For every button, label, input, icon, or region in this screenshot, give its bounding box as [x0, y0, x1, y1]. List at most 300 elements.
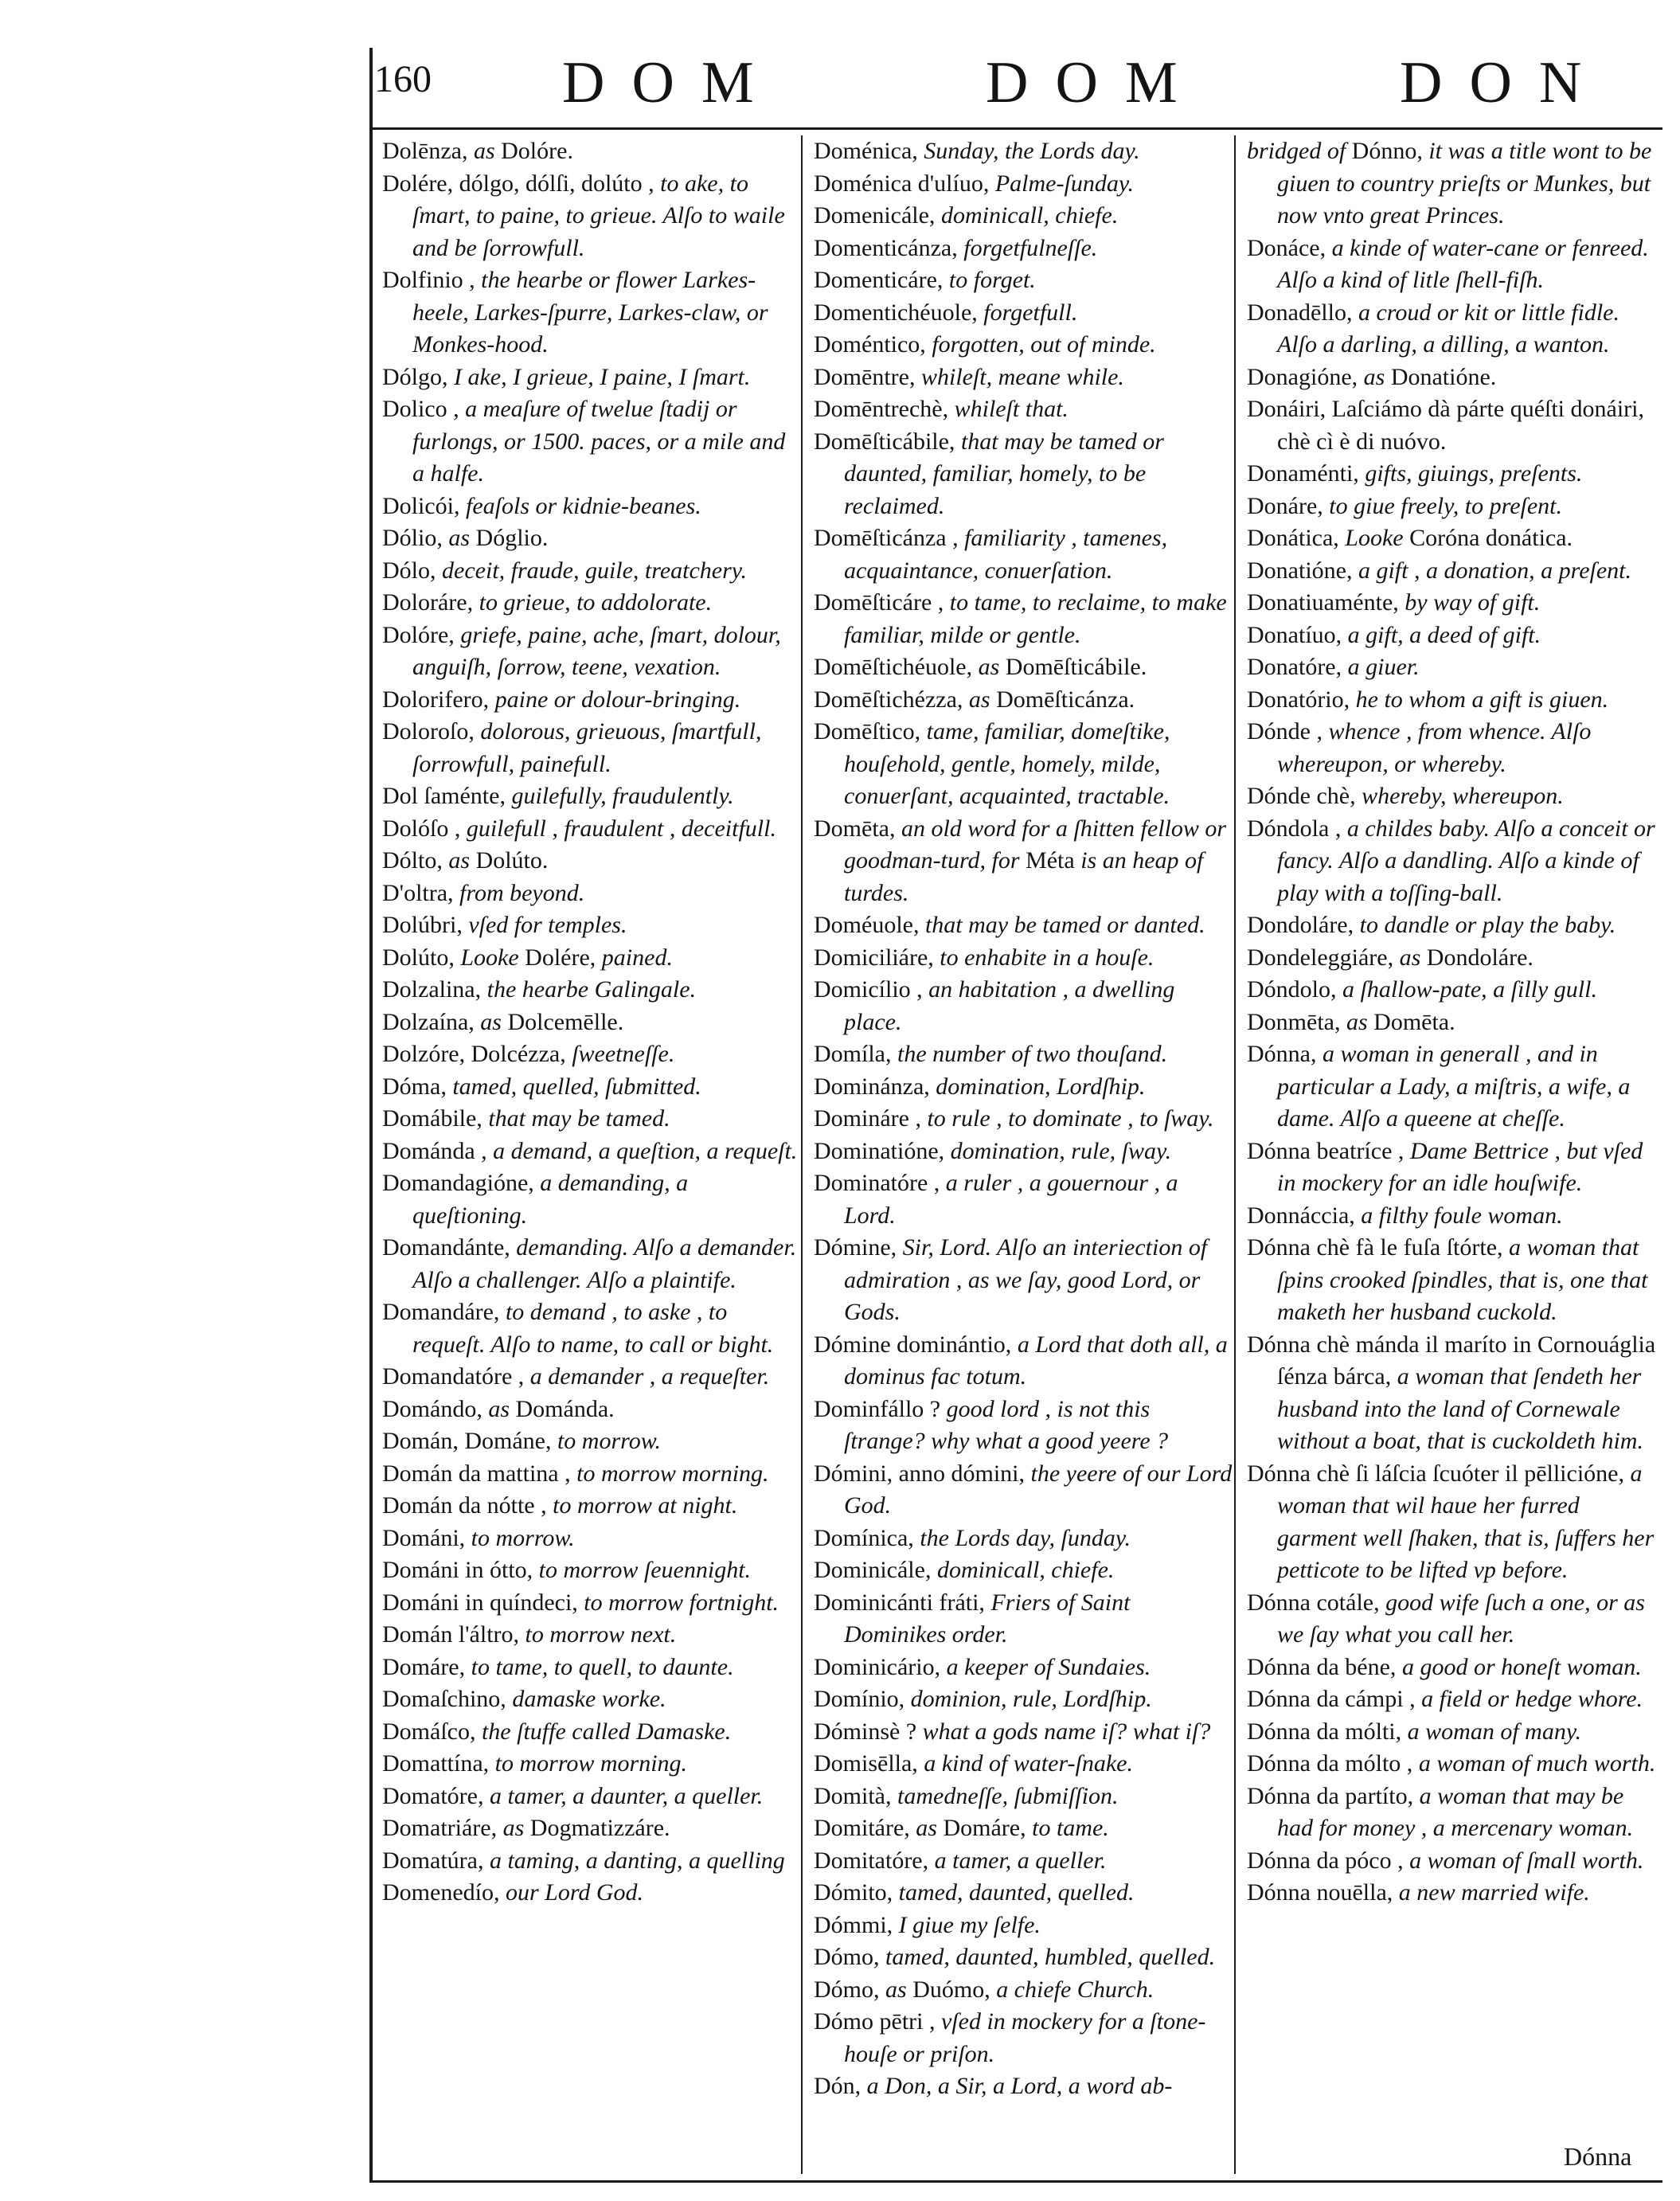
definition-continued: a chiefe Church.	[996, 1976, 1155, 2003]
definition: dominicall, chiefe.	[936, 1557, 1115, 1583]
headword: Dómini, anno dómini,	[814, 1460, 1031, 1487]
dictionary-entry	[814, 1910, 1234, 1942]
dictionary-entry	[814, 1683, 1234, 1716]
headword: Dónde ,	[1247, 718, 1329, 745]
column-rule-2	[1234, 135, 1236, 2174]
dictionary-entry	[382, 1683, 803, 1716]
headword: Dondoláre,	[1247, 912, 1360, 938]
dictionary-entry	[1247, 297, 1661, 362]
dictionary-entry	[814, 522, 1234, 587]
definition: our Lord God.	[505, 1879, 644, 1906]
headword: Dónna da póco ,	[1247, 1847, 1410, 1874]
dictionary-entry	[1247, 1652, 1661, 1684]
definition: tamedneſſe, ſubmiſſion.	[897, 1782, 1119, 1809]
definition: Dame Bettrice , but vſed in mockery for an idle houſwife.	[1277, 1137, 1643, 1196]
headword: Donáce,	[1247, 234, 1332, 261]
definition: Sir, Lord. Alſo an interiection of admiration , as we ſay, good Lord, or Gods.	[844, 1234, 1208, 1325]
headword: Domēſticáre ,	[814, 589, 950, 616]
footer-rule	[369, 2180, 1662, 2183]
dictionary-entry	[814, 1232, 1234, 1329]
definition: as	[1346, 1008, 1368, 1035]
dictionary-entry	[814, 426, 1234, 523]
headword: Dómito,	[814, 1879, 899, 1906]
dictionary-entry	[1247, 1683, 1661, 1716]
headword: Dómine dominántio,	[814, 1331, 1018, 1358]
headword: Dónna da cámpi ,	[1247, 1686, 1422, 1712]
dictionary-entry	[814, 1974, 1234, 2007]
headword: Domán l'áltro,	[382, 1621, 525, 1648]
definition: damaske worke.	[512, 1686, 666, 1712]
definition: a childes baby. Alſo a conceit or fancy. Alſo a dandling. Alſo a kinde of play with a toſſing-ball.	[1277, 815, 1655, 906]
definition: to morrow next.	[525, 1621, 677, 1648]
headword: Dónna chè mánda il maríto in Cornouáglia ſénza bárca,	[1247, 1331, 1656, 1390]
dictionary-entry	[814, 329, 1234, 362]
page-number: 160	[374, 58, 432, 100]
definition: a woman that may be had for money , a mercenary woman.	[1277, 1782, 1634, 1841]
headword: Dominatóre ,	[814, 1170, 946, 1196]
dictionary-entry	[814, 587, 1234, 651]
headword: Dolēnza,	[382, 138, 474, 164]
definition: to tame, to quell, to daunte.	[471, 1653, 734, 1680]
headword: Domáre,	[382, 1653, 471, 1680]
dictionary-entry	[1247, 1232, 1661, 1329]
page-left-rule	[369, 48, 373, 2182]
headword: Dominicánti fráti,	[814, 1589, 991, 1616]
definition: domination, rule, ſway.	[950, 1137, 1172, 1164]
headword: Domiciliáre,	[814, 944, 940, 971]
definition: to dandle or play the baby.	[1359, 912, 1616, 938]
headword: Domaſchino,	[382, 1686, 513, 1712]
headword: Dón,	[814, 2073, 867, 2099]
definition: to tame, to reclaime, to make familiar, milde or gentle.	[844, 589, 1227, 648]
definition: tame, familiar, domeſtike, houſehold, gentle, homely, milde, conuerſant, acquainted, tractable.	[844, 718, 1170, 809]
cross-reference: Coróna donática.	[1403, 525, 1573, 551]
definition: as	[488, 1395, 510, 1422]
cross-reference: Duómo,	[906, 1976, 997, 2003]
headword: Domandatóre ,	[382, 1363, 530, 1390]
headword: Dóminsè ?	[814, 1718, 923, 1745]
headword: Domēſticábile,	[814, 428, 961, 455]
dictionary-entry	[1247, 909, 1661, 942]
dictionary-entry	[1247, 651, 1661, 684]
definition-continued: pained.	[601, 944, 673, 971]
cross-reference: Dolúto.	[470, 847, 549, 874]
definition: a woman that wil haue her furred garment well ſhaken, that is, ſuffers her petticote to be lifted vp before.	[1277, 1460, 1655, 1583]
cross-reference: Méta	[1019, 847, 1081, 874]
headword: Dolzaína,	[382, 1008, 481, 1035]
headword: Dolúbri,	[382, 912, 469, 938]
dictionary-entry	[382, 1554, 803, 1587]
dictionary-entry	[1247, 620, 1661, 652]
dictionary-entry	[382, 1071, 803, 1104]
cross-reference: Dogmatizzáre.	[524, 1815, 670, 1841]
headword: Domandáre,	[382, 1299, 506, 1325]
definition: tamed, daunted, humbled, quelled.	[885, 1944, 1216, 1970]
definition: as	[1363, 363, 1385, 390]
definition: as	[916, 1815, 937, 1841]
headword: Dondeleggiáre,	[1247, 944, 1400, 971]
dictionary-entry	[814, 362, 1234, 394]
dictionary-entry	[1247, 1038, 1661, 1136]
dictionary-entry	[382, 1619, 803, 1652]
definition: that may be tamed or daunted, familiar, homely, to be reclaimed.	[844, 428, 1164, 519]
dictionary-entry	[814, 1748, 1234, 1781]
headword: Domatriáre,	[382, 1815, 503, 1841]
page-header	[365, 45, 1662, 132]
dictionary-entry	[814, 1781, 1234, 1813]
headword: Dolzalina,	[382, 976, 487, 1003]
headword: Dolóre,	[382, 621, 461, 648]
headword: Dolorifero,	[382, 686, 495, 713]
definition: as	[480, 1008, 502, 1035]
definition: whereby, whereupon.	[1362, 783, 1564, 809]
headword: Donática,	[1247, 525, 1346, 551]
dictionary-entry	[814, 684, 1234, 717]
headword: Dománda ,	[382, 1137, 494, 1164]
dictionary-entry	[382, 1587, 803, 1620]
definition: dominicall, chiefe.	[940, 202, 1119, 229]
headword: Dólto,	[382, 847, 449, 874]
example-phrase: Laſciámo dà párte quéſti donáiri, chè cì è di nuóvo.	[1277, 396, 1644, 455]
headword: Domēſticánza ,	[814, 525, 965, 551]
guide-word-left: DOM	[562, 50, 781, 115]
definition: as	[978, 654, 1000, 680]
definition: to enhabite in a houſe.	[940, 944, 1155, 971]
headword: Donáre,	[1247, 492, 1330, 519]
definition: a demanding, a queſtioning.	[412, 1170, 689, 1229]
dictionary-entry	[1247, 1200, 1661, 1233]
headword: Domentichéuole,	[814, 299, 984, 326]
cross-reference: Dolcemēlle.	[501, 1008, 624, 1035]
headword: Dóma,	[382, 1073, 453, 1100]
definition: a gift , a donation, a preſent.	[1358, 557, 1632, 584]
dictionary-entry	[382, 1038, 803, 1071]
definition: Looke	[460, 944, 519, 971]
headword: Domisēlla,	[814, 1750, 924, 1777]
definition: an habitation , a dwelling place.	[844, 976, 1175, 1035]
headword: D'oltra,	[382, 879, 460, 906]
definition: he to whom a gift is giuen.	[1355, 686, 1609, 713]
headword: Domán da mattina ,	[382, 1460, 577, 1487]
cross-reference: Donatióne.	[1385, 363, 1497, 390]
dictionary-entry	[1247, 780, 1661, 813]
cross-reference: Domáre,	[936, 1815, 1033, 1841]
headword: Donatóre,	[1247, 654, 1348, 680]
definition: the yeere of our Lord God.	[844, 1460, 1233, 1519]
headword: Donatiuaménte,	[1247, 589, 1405, 616]
dictionary-entry	[1247, 1748, 1661, 1781]
dictionary-entry	[814, 264, 1234, 297]
headword: Dolfinio ,	[382, 267, 482, 293]
definition: a woman that ſpins crooked ſpindles, that is, one that maketh her husband cuckold.	[1277, 1234, 1648, 1325]
definition: as	[968, 686, 990, 713]
definition: whileſt, meane while.	[920, 363, 1124, 390]
headword: Dómine,	[814, 1234, 903, 1261]
dictionary-entry	[814, 233, 1234, 265]
definition: forgotten, out of minde.	[932, 331, 1156, 358]
definition: to morrow ſeuennight.	[538, 1557, 752, 1583]
dictionary-entry	[814, 1167, 1234, 1232]
definition: forgetfull.	[983, 299, 1078, 326]
headword: Dómmi,	[814, 1911, 899, 1938]
definition-continued: is an heap of turdes.	[844, 847, 1204, 906]
dictionary-entry	[814, 1394, 1234, 1458]
dictionary-entry	[814, 1103, 1234, 1136]
headword: Dominatióne,	[814, 1137, 951, 1164]
headword: Dólgo,	[382, 363, 454, 390]
definition: a Don, a Sir, a Lord, a word ab-	[866, 2073, 1173, 2099]
definition: a meaſure of twelue ſtadij or furlongs, or 1500. paces, or a mile and a halfe.	[412, 396, 786, 487]
dictionary-entry	[382, 909, 803, 942]
headword: Dómo,	[814, 1976, 885, 2003]
definition: a good or honeſt woman.	[1401, 1653, 1642, 1680]
definition: the hearbe or flower Larkes-heele, Larkes-ſpurre, Larkes-claw, or Monkes-hood.	[412, 267, 768, 358]
headword: Donnáccia,	[1247, 1202, 1362, 1229]
definition: a woman that ſendeth her husband into the land of Cornewale without a boat, that is cuckoldeth him.	[1277, 1363, 1643, 1454]
definition: bridged of	[1247, 138, 1346, 164]
definition: a field or hedge whore.	[1421, 1686, 1643, 1712]
headword: Domináre ,	[814, 1105, 928, 1132]
dictionary-entry	[382, 813, 803, 846]
dictionary-entry	[382, 264, 803, 362]
definition: gifts, giuings, preſents.	[1365, 460, 1583, 487]
definition: good lord , is not this ſtrange? why what a good yeere ?	[844, 1395, 1169, 1454]
definition: guilefully, fraudulently.	[511, 783, 734, 809]
headword: Dománi,	[382, 1524, 471, 1551]
definition: a kind of water-ſnake.	[924, 1750, 1133, 1777]
headword: Donatióne,	[1247, 557, 1358, 584]
definition: as	[448, 847, 471, 874]
headword: Domenticánza,	[814, 234, 964, 261]
definition: a demand, a queſtion, a requeſt.	[493, 1137, 798, 1164]
dictionary-entry	[814, 974, 1234, 1038]
dictionary-entry	[1247, 1329, 1661, 1458]
column-3	[1247, 135, 1661, 1910]
dictionary-entry	[382, 135, 803, 168]
definition: good wife ſuch a one, or as we ſay what you call her.	[1277, 1589, 1645, 1648]
headword: Domínio,	[814, 1686, 911, 1712]
headword: Dolóſo ,	[382, 815, 467, 842]
definition: a croud or kit or little fidle. Alſo a darling, a dilling, a wanton.	[1277, 299, 1619, 358]
definition: whence , from whence. Alſo whereupon, or whereby.	[1277, 718, 1592, 777]
dictionary-entry	[382, 491, 803, 523]
dictionary-entry	[814, 1458, 1234, 1523]
headword: Doméuole,	[814, 912, 925, 938]
cross-reference: Dondoláre.	[1420, 944, 1533, 971]
headword: Dómo,	[814, 1944, 885, 1970]
headword: Dománi in ótto,	[382, 1557, 539, 1583]
definition: I ake, I grieue, I paine, I ſmart.	[454, 363, 751, 390]
headword: Doloráre,	[382, 589, 479, 616]
headword: Dománi in quíndeci,	[382, 1589, 584, 1616]
headword: Doménica d'ulíuo,	[814, 170, 995, 197]
headword: Domenticáre,	[814, 267, 949, 293]
dictionary-entry	[382, 522, 803, 555]
headword: Donadēllo,	[1247, 299, 1358, 326]
definition: familiarity , tamenes, acquaintance, conuerſation.	[844, 525, 1168, 584]
headword: Domándo,	[382, 1395, 489, 1422]
definition: a gift, a deed of gift.	[1347, 621, 1541, 648]
headword: Dolúto,	[382, 944, 461, 971]
dictionary-entry	[1247, 587, 1661, 620]
headword: Domēta,	[814, 815, 901, 842]
definition: to morrow.	[471, 1524, 575, 1551]
headword: Dónna da mólto ,	[1247, 1750, 1419, 1777]
dictionary-entry	[382, 1361, 803, 1394]
dictionary-entry	[814, 909, 1234, 942]
definition: Sunday, the Lords day.	[924, 138, 1140, 164]
definition: whileſt that.	[954, 396, 1069, 422]
dictionary-entry	[382, 587, 803, 620]
definition: to demand , to aske , to requeſt. Alſo to name, to call or bight.	[412, 1299, 774, 1358]
dictionary-entry	[1247, 1587, 1661, 1652]
dictionary-entry	[382, 1877, 803, 1910]
cross-reference: Domēſticábile.	[999, 654, 1147, 680]
headword: Donaménti,	[1247, 460, 1365, 487]
dictionary-entry	[814, 1071, 1234, 1104]
definition: to morrow morning.	[576, 1460, 769, 1487]
dictionary-entry	[1247, 1458, 1661, 1587]
dictionary-entry	[1247, 522, 1661, 555]
headword: Domenicále,	[814, 202, 941, 229]
dictionary-entry	[382, 1232, 803, 1296]
dictionary-entry	[814, 1587, 1234, 1652]
definition: tamed, daunted, quelled.	[898, 1879, 1135, 1906]
headword: Domán, Dománe,	[382, 1428, 557, 1454]
definition: a woman in generall , and in particular a Lady, a miſtris, a wife, a dame. Alſo a queene at cheſſe.	[1277, 1041, 1631, 1132]
dictionary-entry	[814, 651, 1234, 684]
definition: as	[502, 1815, 525, 1841]
definition: a woman of much worth.	[1418, 1750, 1656, 1777]
headword: Domáſco,	[382, 1718, 482, 1745]
definition: vſed for temples.	[468, 912, 627, 938]
guide-word-center: DOM	[986, 50, 1205, 115]
headword: Dominicále,	[814, 1557, 937, 1583]
dictionary-entry	[1247, 135, 1661, 233]
dictionary-entry	[1247, 1781, 1661, 1845]
column-2	[814, 135, 1234, 2103]
dictionary-entry	[382, 942, 803, 975]
dictionary-entry	[814, 1329, 1234, 1394]
dictionary-entry	[382, 1523, 803, 1555]
definition: the Lords day, ſunday.	[920, 1524, 1131, 1551]
dictionary-entry	[382, 168, 803, 265]
dictionary-entry	[814, 2006, 1234, 2070]
definition: to grieue, to addolorate.	[479, 589, 713, 616]
dictionary-entry	[814, 297, 1234, 330]
headword: Dominfállo ?	[814, 1395, 947, 1422]
dictionary-entry	[814, 1716, 1234, 1749]
definition: Friers of Saint Dominikes order.	[844, 1589, 1131, 1648]
dictionary-entry	[1247, 555, 1661, 588]
definition: deceit, fraude, guile, treatchery.	[442, 557, 747, 584]
definition: what a gods name iſ? what iſ?	[922, 1718, 1211, 1745]
cross-reference: Dolére,	[518, 944, 602, 971]
definition: a Lord that doth all, a dominus fac totum.	[844, 1331, 1228, 1390]
headword: Domēntrechè,	[814, 396, 955, 422]
definition: a woman of many.	[1407, 1718, 1581, 1745]
headword: Dolico ,	[382, 396, 466, 422]
dictionary-entry	[382, 620, 803, 684]
dictionary-entry	[1247, 684, 1661, 717]
definition: the hearbe Galingale.	[486, 976, 697, 1003]
dictionary-entry	[814, 393, 1234, 426]
dictionary-entry	[382, 1458, 803, 1491]
dictionary-entry	[1247, 974, 1661, 1007]
dictionary-entry	[814, 1845, 1234, 1878]
definition: dolorous, grieuous, ſmartfull, ſorrowfull, painefull.	[412, 718, 762, 777]
dictionary-entry	[382, 1167, 803, 1232]
definition: that may be tamed.	[488, 1105, 670, 1132]
definition: from beyond.	[459, 879, 585, 906]
dictionary-entry	[382, 1136, 803, 1168]
definition: to morrow morning.	[494, 1750, 688, 1777]
dictionary-entry	[1247, 393, 1661, 458]
dictionary-entry	[382, 845, 803, 878]
definition: a tamer, a daunter, a queller.	[489, 1782, 764, 1809]
headword: Domatúra,	[382, 1847, 490, 1874]
definition: Palme-ſunday.	[994, 170, 1134, 197]
dictionary-entry	[382, 1845, 803, 1878]
headword: Domínica,	[814, 1524, 920, 1551]
definition: a giuer.	[1347, 654, 1420, 680]
definition: a kinde of water-cane or fenreed. Alſo a kind of litle ſhell-fiſh.	[1277, 234, 1649, 293]
headword: Domábile,	[382, 1105, 489, 1132]
headword: Domēſtichézza,	[814, 686, 969, 713]
dictionary-entry	[382, 1007, 803, 1039]
dictionary-entry	[382, 974, 803, 1007]
headword: Donatíuo,	[1247, 621, 1348, 648]
headword: Domēſtico,	[814, 718, 927, 745]
definition: feaſols or kidnie-beanes.	[466, 492, 701, 519]
dictionary-entry	[382, 780, 803, 813]
definition: vſed in mockery for a ſtone-houſe or priſon.	[844, 2008, 1206, 2067]
headword: Domandagióne,	[382, 1170, 541, 1196]
headword: Dóndola ,	[1247, 815, 1347, 842]
definition: dominion, rule, Lordſhip.	[910, 1686, 1152, 1712]
headword: Domenedío,	[382, 1879, 506, 1906]
dictionary-entry	[1247, 1136, 1661, 1200]
headword: Donáiri,	[1247, 396, 1332, 422]
catchword: Dónna	[1564, 2142, 1632, 2171]
cross-reference: Dónno,	[1346, 138, 1429, 164]
headword: Dómo pētri ,	[814, 2008, 941, 2035]
definition: I giue my ſelfe.	[898, 1911, 1041, 1938]
dictionary-entry	[382, 1652, 803, 1684]
dictionary-entry	[382, 878, 803, 910]
headword: Domitatóre,	[814, 1847, 935, 1874]
dictionary-entry	[814, 1136, 1234, 1168]
guide-word-right: DON	[1400, 50, 1609, 115]
definition: guilefull , fraudulent , deceitfull.	[466, 815, 776, 842]
definition-continued: it was a title wont to be giuen to country prieſts or Munkes, but now vnto great Princes.	[1277, 138, 1652, 229]
definition: to giue freely, to preſent.	[1329, 492, 1563, 519]
headword: Dominánza,	[814, 1073, 936, 1100]
dictionary-entry	[814, 1941, 1234, 1974]
cross-reference: Domēſticánza.	[990, 686, 1135, 713]
definition: a ſhallow-pate, a ſilly gull.	[1342, 976, 1597, 1003]
headword: Dólio,	[382, 525, 449, 551]
definition: a filthy foule woman.	[1361, 1202, 1563, 1229]
definition: to forget.	[948, 267, 1036, 293]
definition: tamed, quelled, ſubmitted.	[452, 1073, 701, 1100]
dictionary-entry	[382, 1425, 803, 1458]
dictionary-entry	[1247, 362, 1661, 394]
definition: a tamer, a queller.	[934, 1847, 1107, 1874]
definition: domination, Lordſhip.	[936, 1073, 1146, 1100]
definition: ſweetneſſe.	[572, 1041, 675, 1067]
dictionary-entry	[382, 684, 803, 717]
